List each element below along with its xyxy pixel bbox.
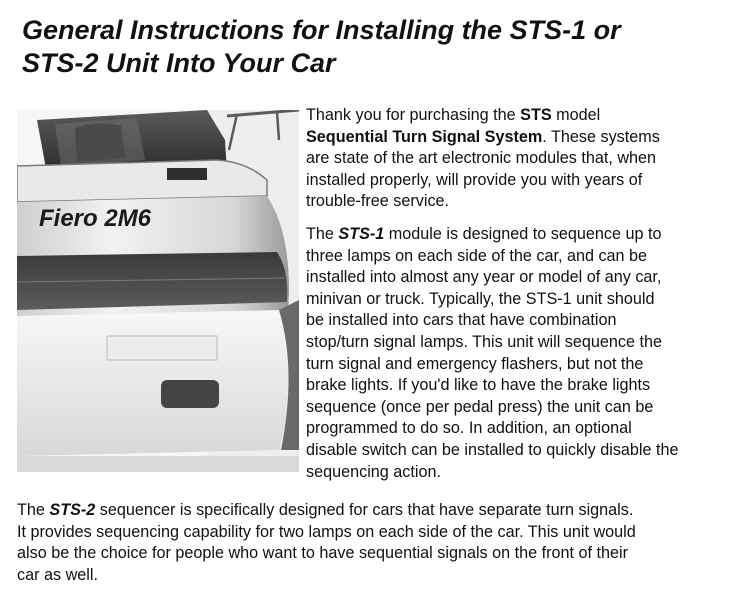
sts-bold: STS bbox=[520, 106, 552, 124]
intro-text: model bbox=[551, 106, 601, 124]
title-line-1: General Instructions for Installing the STS-1 or bbox=[22, 15, 621, 45]
sts1-line-12: sequencing action. bbox=[306, 462, 441, 481]
intro-text: . These systems bbox=[542, 127, 660, 146]
car-rear-photo bbox=[17, 110, 299, 472]
sts1-text: module is designed to sequence up to bbox=[384, 224, 662, 243]
sts1-line-10: programmed to do so. In addition, an optional bbox=[306, 419, 632, 438]
sts2-model-name: STS-2 bbox=[49, 501, 96, 519]
intro-line-5: trouble-free service. bbox=[306, 192, 450, 211]
sts1-line-1 bbox=[306, 224, 746, 246]
sts1-line-9: sequence (once per pedal press) the unit can be bbox=[306, 397, 654, 416]
headrest bbox=[75, 123, 125, 162]
intro-line-3: are state of the art electronic modules that, when bbox=[306, 149, 657, 168]
sts2-text: The bbox=[17, 501, 50, 519]
sts1-line-4: minivan or truck. Typically, the STS-1 unit should bbox=[306, 289, 655, 308]
sts2-line-1 bbox=[17, 500, 745, 522]
car-rear-illustration bbox=[17, 110, 299, 472]
product-name-bold: Sequential Turn Signal System bbox=[306, 127, 543, 146]
sts1-model-name: STS-1 bbox=[338, 224, 385, 243]
sts1-line-2: three lamps on each side of the car, and can be bbox=[306, 246, 648, 265]
sts1-line-11: disable switch can be installed to quickly disable the bbox=[306, 440, 679, 459]
intro-paragraph bbox=[306, 105, 746, 213]
side-text-column bbox=[306, 105, 746, 494]
sts2-line-3: also be the choice for people who want to have sequential signals on the front of their bbox=[17, 544, 629, 563]
sts1-line-3: installed into almost any year or model of any car, bbox=[306, 268, 662, 287]
sts2-line-4: car as well. bbox=[17, 565, 98, 584]
sts1-paragraph bbox=[306, 224, 746, 483]
page-title bbox=[22, 14, 742, 80]
title-line-2: STS-2 Unit Into Your Car bbox=[22, 48, 336, 78]
fiero-badge: Fiero 2M6 bbox=[39, 205, 152, 232]
sts1-line-8: brake lights. If you'd like to have the brake lights bbox=[306, 376, 651, 395]
sts1-text: The bbox=[306, 224, 339, 243]
rear-bumper bbox=[17, 310, 290, 456]
intro-text: Thank you for purchasing the bbox=[306, 106, 521, 124]
intro-line-1 bbox=[306, 105, 746, 127]
sts1-line-5: be installed into cars that have combination bbox=[306, 311, 617, 330]
sts1-line-6: stop/turn signal lamps. This unit will sequence the bbox=[306, 332, 663, 351]
intro-line-2 bbox=[306, 127, 746, 149]
bumper-reflector bbox=[161, 380, 219, 408]
plate-recess bbox=[107, 336, 217, 360]
rear-spoiler bbox=[17, 160, 267, 202]
intro-line-4: installed properly, will provide you with years of bbox=[306, 170, 643, 189]
ground bbox=[17, 456, 299, 472]
sts2-line-2: It provides sequencing capability for two lamps on each side of the car. This unit would bbox=[17, 522, 636, 541]
sts2-paragraph bbox=[17, 500, 745, 586]
third-brake-light bbox=[167, 168, 207, 180]
sts2-text: sequencer is specifically designed for cars that have separate turn signals. bbox=[95, 501, 634, 519]
sts1-line-7: turn signal and emergency flashers, but not the bbox=[306, 354, 644, 373]
